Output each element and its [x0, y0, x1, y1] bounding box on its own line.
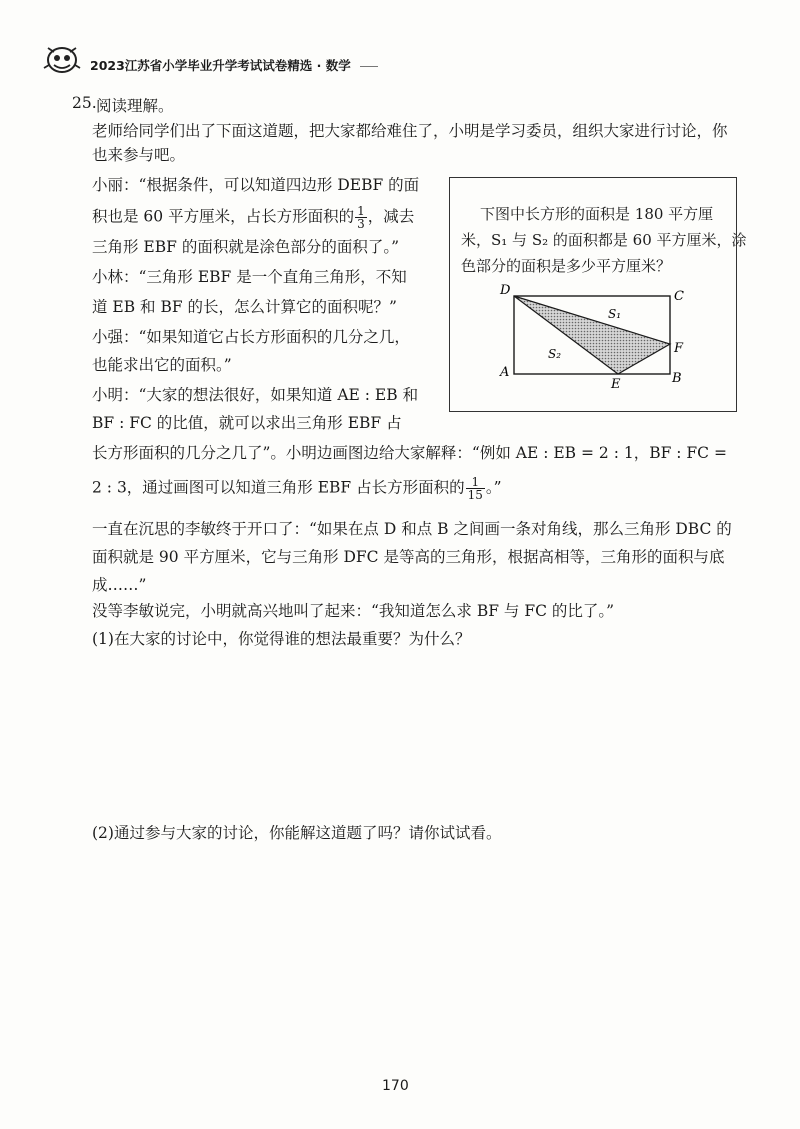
- xiaoming-line-2: BF : FC 的比值，就可以求出三角形 EBF 占: [92, 414, 402, 432]
- problem-line-1: 下图中长方形的面积是 180 平方厘: [480, 205, 714, 223]
- intro-line-1: 老师给同学们出了下面这道题，把大家都给难住了，小明是学习委员，组织大家进行讨论，你: [92, 122, 728, 140]
- xiaoli-line-3: 三角形 EBF 的面积就是涂色部分的面积了。”: [92, 238, 399, 256]
- shaded-triangle-def: [514, 296, 670, 374]
- label-e: E: [611, 377, 621, 392]
- label-b: B: [672, 371, 682, 386]
- xiaoqiang-line-1: 小强：“如果知道它占长方形面积的几分之几，: [92, 328, 410, 346]
- label-d: D: [500, 283, 511, 298]
- limin-line-2: 面积就是 90 平方厘米，它与三角形 DFC 是等高的三角形，根据高相等，三角形的面积与底: [92, 548, 725, 566]
- sub-question-2: (2)通过参与大家的讨论，你能解这道题了吗？请你试试看。: [92, 824, 502, 842]
- page-number: 170: [382, 1078, 409, 1094]
- mascot-logo-icon: [40, 38, 86, 78]
- ending-line: 没等李敏说完，小明就高兴地叫了起来：“我知道怎么求 BF 与 FC 的比了。”: [92, 602, 615, 620]
- xiaoqiang-line-2: 也能求出它的面积。”: [92, 356, 232, 374]
- fraction-one-third: $\frac{1}{3}$: [357, 204, 365, 231]
- xiaoli-line-2: [92, 205, 414, 230]
- xiaoli-line-2b: ，减去: [367, 207, 415, 226]
- xiaoli-line-1: 小丽：“根据条件，可以知道四边形 DEBF 的面: [92, 176, 420, 194]
- xiaoming-line-4: [92, 476, 502, 501]
- limin-line-1: 一直在沉思的李敏终于开口了：“如果在点 D 和点 B 之间画一条对角线，那么三角形 DBC 的: [92, 520, 732, 538]
- xiaoming-line-3: 长方形面积的几分之几了”。小明边画图边给大家解释：“例如 AE : EB = 2 : 1，BF : FC =: [92, 444, 727, 462]
- fraction-one-fifteenth: $\frac{1}{15}$: [467, 475, 483, 502]
- question-heading: 阅读理解。: [96, 97, 174, 115]
- rectangle-diagram: [490, 282, 700, 392]
- problem-line-2: 米，S₁ 与 S₂ 的面积都是 60 平方厘米，涂: [461, 231, 747, 249]
- label-s2: S₂: [548, 347, 562, 361]
- label-a: A: [500, 365, 510, 380]
- intro-line-2: 也来参与吧。: [92, 146, 186, 164]
- label-s1: S₁: [608, 307, 622, 321]
- header-title: 2023江苏省小学毕业升学考试试卷精选 · 数学: [90, 58, 351, 73]
- problem-line-3: 色部分的面积是多少平方厘米？: [461, 257, 672, 275]
- xiaoli-line-2a: 积也是 60 平方厘米，占长方形面积的: [92, 207, 355, 226]
- xiaolin-line-1: 小林：“三角形 EBF 是一个直角三角形，不知: [92, 268, 407, 286]
- question-number: 25.: [72, 94, 97, 112]
- xiaoming-line-4a: 2 : 3，通过画图可以知道三角形 EBF 占长方形面积的: [92, 478, 465, 497]
- xiaolin-line-2: 道 EB 和 BF 的长，怎么计算它的面积呢？”: [92, 298, 397, 316]
- header-rule: [360, 66, 378, 67]
- sub-question-1: (1)在大家的讨论中，你觉得谁的想法最重要？为什么？: [92, 630, 471, 648]
- limin-line-3: 成……”: [92, 576, 147, 594]
- xiaoming-line-4b: 。”: [485, 478, 502, 497]
- xiaoming-line-1: 小明：“大家的想法很好，如果知道 AE : EB 和: [92, 386, 419, 404]
- label-c: C: [674, 289, 684, 304]
- label-f: F: [674, 341, 684, 356]
